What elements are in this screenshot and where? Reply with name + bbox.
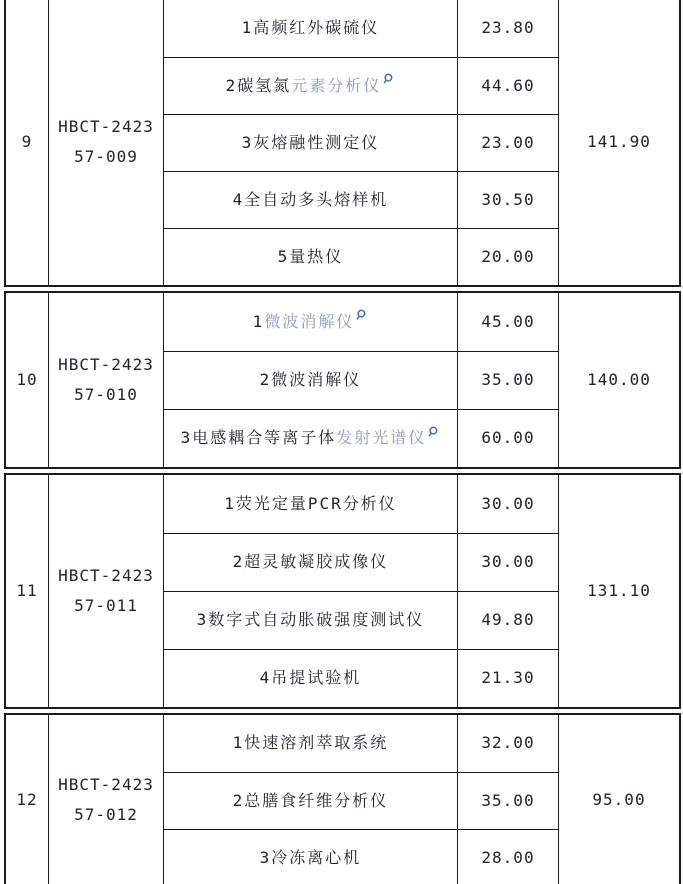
project-code-line2: 57-009 bbox=[74, 147, 138, 166]
group-row bbox=[4, 473, 681, 709]
item-value-cell: 23.00 bbox=[458, 114, 559, 171]
search-icon[interactable] bbox=[383, 73, 395, 85]
group-total-cell: 95.00 bbox=[592, 790, 646, 810]
item-linked-term[interactable]: 发射光谱仪 bbox=[336, 428, 427, 448]
item-name-cell bbox=[164, 533, 458, 591]
search-icon[interactable] bbox=[356, 309, 368, 321]
item-name-text: 1 bbox=[252, 311, 265, 331]
item-value-cell: 21.30 bbox=[458, 649, 559, 707]
item-name-text: 2总膳食纤维分析仪 bbox=[232, 790, 389, 810]
item-name-cell bbox=[164, 228, 458, 285]
item-name-cell bbox=[164, 351, 458, 409]
item-name-text: 3数字式自动胀破强度测试仪 bbox=[196, 610, 425, 630]
item-name-cell bbox=[164, 409, 458, 467]
item-name-cell bbox=[164, 475, 458, 533]
item-name-cell bbox=[164, 293, 458, 351]
project-code-line1: HBCT-2423 bbox=[58, 775, 154, 795]
item-name-text: 2微波消解仪 bbox=[259, 370, 362, 390]
group-total-cell: 131.10 bbox=[587, 580, 651, 600]
group-total-cell: 141.90 bbox=[587, 132, 651, 152]
item-value-cell: 49.80 bbox=[458, 591, 559, 649]
item-name-cell bbox=[164, 715, 458, 772]
item-name-cell bbox=[164, 829, 458, 884]
item-name-text: 2超灵敏凝胶成像仪 bbox=[232, 552, 389, 572]
item-name-cell bbox=[164, 772, 458, 829]
item-value-cell: 30.00 bbox=[458, 475, 559, 533]
item-name-cell bbox=[164, 114, 458, 171]
item-value-cell: 20.00 bbox=[458, 228, 559, 285]
group-row bbox=[4, 0, 681, 287]
row-number-cell: 12 bbox=[6, 715, 49, 884]
item-name-text: 2碳氢氮 bbox=[225, 75, 292, 95]
item-name-text: 4全自动多头熔样机 bbox=[232, 189, 389, 209]
item-value-cell: 44.60 bbox=[458, 57, 559, 114]
project-code-cell bbox=[49, 293, 164, 467]
project-code-line1: HBCT-2423 bbox=[58, 565, 154, 585]
item-value-cell: 28.00 bbox=[458, 829, 559, 884]
project-code-line1: HBCT-2423 bbox=[58, 117, 154, 137]
item-value-cell: 45.00 bbox=[458, 293, 559, 351]
item-name-cell bbox=[164, 649, 458, 707]
group-row bbox=[4, 713, 681, 884]
project-code-line2: 57-012 bbox=[74, 805, 138, 824]
project-code-line2: 57-010 bbox=[74, 384, 138, 404]
group-total-cell: 140.00 bbox=[587, 369, 651, 389]
procurement-table bbox=[4, 0, 681, 884]
item-name-text: 3电感耦合等离子体 bbox=[180, 428, 337, 448]
project-code-cell bbox=[49, 0, 164, 285]
item-name-text: 1高频红外碳硫仪 bbox=[241, 18, 380, 38]
item-value-cell: 32.00 bbox=[458, 715, 559, 772]
item-linked-term[interactable]: 微波消解仪 bbox=[264, 311, 355, 331]
item-name-text: 5量热仪 bbox=[277, 246, 344, 266]
item-name-text: 1荧光定量PCR分析仪 bbox=[224, 493, 397, 513]
item-name-text: 3灰熔融性测定仪 bbox=[241, 132, 380, 152]
project-code-cell bbox=[49, 715, 164, 884]
item-value-cell: 35.00 bbox=[458, 351, 559, 409]
item-value-cell: 35.00 bbox=[458, 772, 559, 829]
item-name-cell bbox=[164, 57, 458, 114]
item-value-cell: 30.50 bbox=[458, 171, 559, 228]
row-number-cell: 11 bbox=[6, 475, 49, 707]
project-code-line2: 57-011 bbox=[74, 595, 138, 615]
project-code-cell bbox=[49, 475, 164, 707]
item-value-cell: 23.80 bbox=[458, 0, 559, 57]
item-value-cell: 30.00 bbox=[458, 533, 559, 591]
item-name-cell bbox=[164, 0, 458, 57]
item-name-text: 3冷冻离心机 bbox=[259, 847, 362, 867]
search-icon[interactable] bbox=[428, 426, 440, 438]
item-name-cell bbox=[164, 591, 458, 649]
project-code-line1: HBCT-2423 bbox=[58, 354, 154, 374]
group-row bbox=[4, 291, 681, 469]
item-linked-term[interactable]: 元素分析仪 bbox=[291, 75, 382, 95]
item-name-text: 1快速溶剂萃取系统 bbox=[232, 733, 389, 753]
row-number-cell: 10 bbox=[6, 293, 49, 467]
item-name-text: 4吊提试验机 bbox=[259, 668, 362, 688]
item-name-cell bbox=[164, 171, 458, 228]
row-number-cell: 9 bbox=[6, 0, 49, 285]
item-value-cell: 60.00 bbox=[458, 409, 559, 467]
